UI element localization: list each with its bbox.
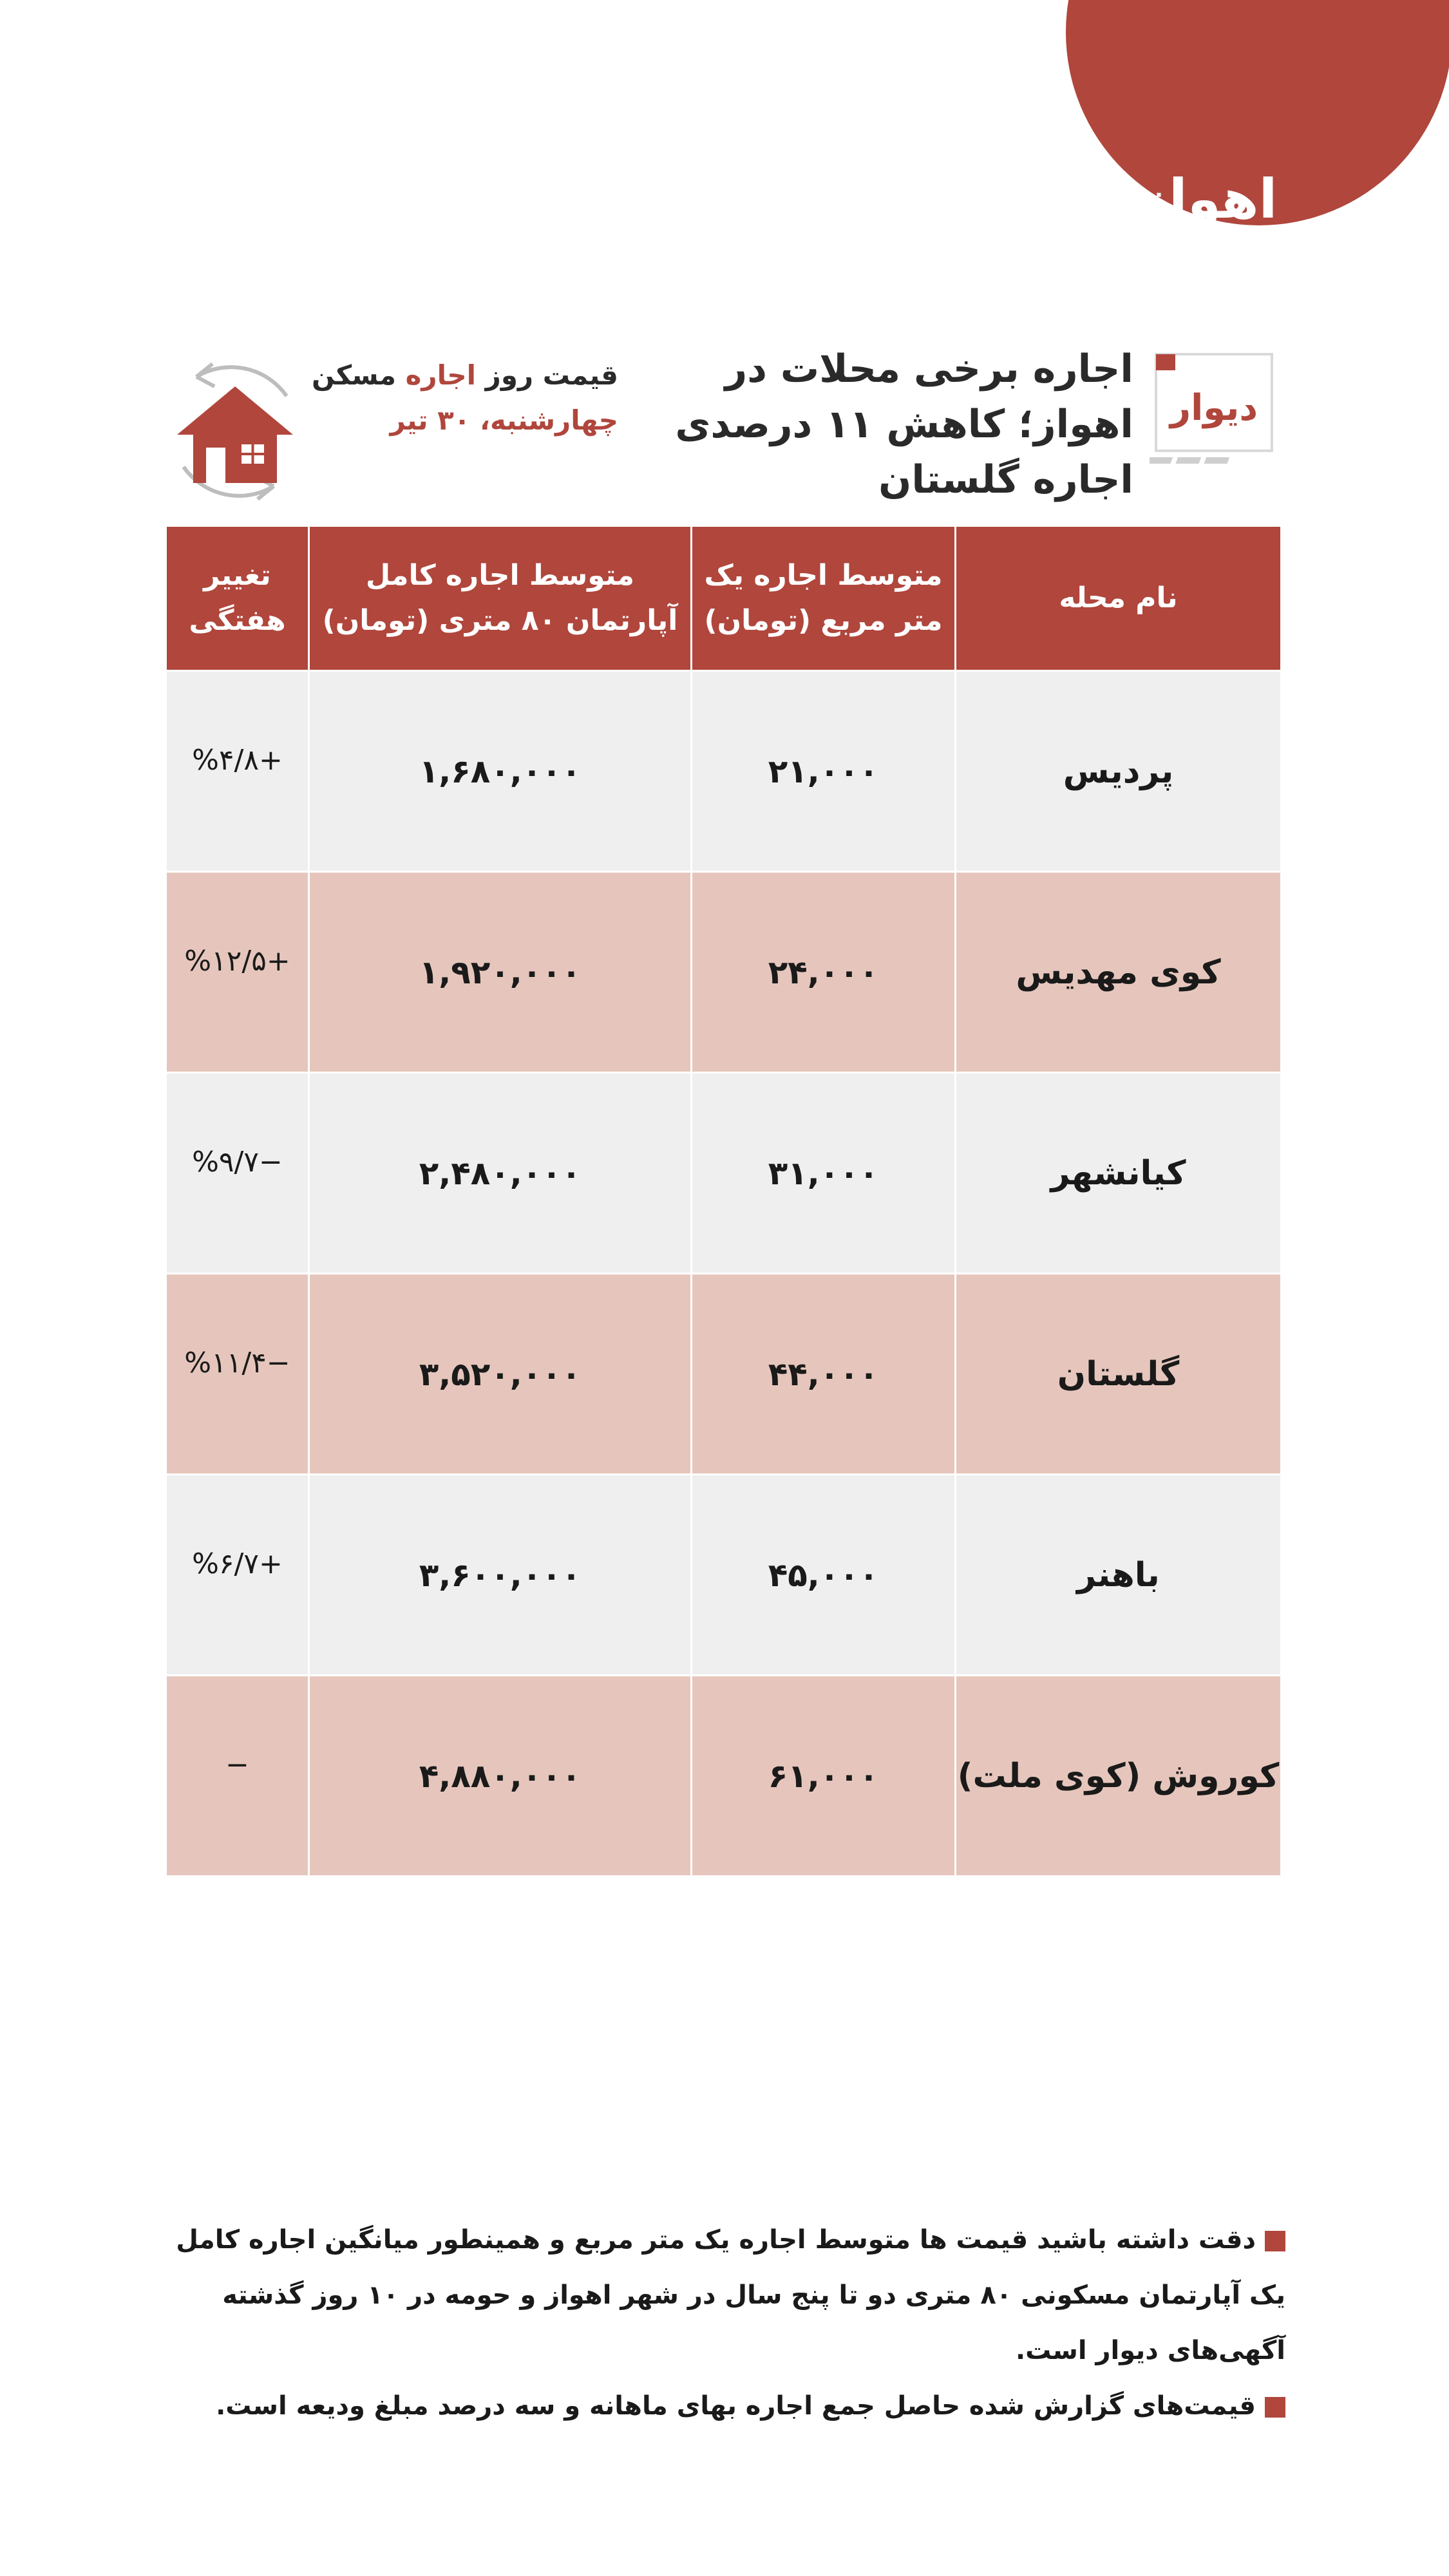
change-cell: −%۱۱/۴ (166, 1274, 309, 1475)
header-weekly-change: تغییر هفتگی (166, 526, 309, 671)
table-row (166, 1676, 1282, 1877)
table-header-row (166, 526, 1282, 671)
change-cell: +%۶/۷ (166, 1475, 309, 1676)
change-cell: − (166, 1676, 309, 1877)
date-label: چهارشنبه، ۳۰ تیر (390, 404, 618, 436)
headline-line: اجاره گلستان (878, 457, 1133, 502)
square-bullet-icon (1265, 2231, 1285, 2251)
header-neighborhood: نام محله (956, 526, 1282, 671)
full-rent-cell: ۱,۶۸۰,۰۰۰ (309, 671, 692, 872)
price-info (303, 353, 618, 443)
header-full-apartment: متوسط اجاره کامل آپارتمان ۸۰ متری (تومان) (309, 526, 692, 671)
neighborhood-cell: کوی مهدیس (956, 872, 1282, 1073)
footnote: دقت داشته باشید قیمت ها متوسط اجاره یک متر مربع و همینطور میانگین اجاره کامل یک آپارتمان مسکونی ۸۰ متری دو تا پنج سال در شهر اهواز و حومه در ۱۰ روز گذشته آگهی‌های دیوار است. (176, 2225, 1285, 2365)
per-meter-cell: ۶۱,۰۰۰ (692, 1676, 956, 1877)
per-meter-cell: ۲۱,۰۰۰ (692, 671, 956, 872)
per-meter-cell: ۴۴,۰۰۰ (692, 1274, 956, 1475)
change-cell: +%۴/۸ (166, 671, 309, 872)
change-cell: −%۹/۷ (166, 1073, 309, 1274)
rent-table (165, 525, 1282, 1877)
footnote: قیمت‌های گزارش شده حاصل جمع اجاره بهای ماهانه و سه درصد مبلغ ودیعه است. (174, 2378, 1288, 2434)
full-rent-cell: ۱,۹۲۰,۰۰۰ (309, 872, 692, 1073)
headline-line: اجاره برخی محلات در (724, 346, 1133, 392)
full-rent-cell: ۲,۴۸۰,۰۰۰ (309, 1073, 692, 1274)
neighborhood-cell: گلستان (956, 1274, 1282, 1475)
full-rent-cell: ۴,۸۸۰,۰۰۰ (309, 1676, 692, 1877)
city-name: اهواز (1137, 167, 1278, 231)
table-row (166, 1475, 1282, 1676)
header-per-meter: متوسط اجاره یک متر مربع (تومان) (692, 526, 956, 671)
table-row (166, 1274, 1282, 1475)
full-rent-cell: ۳,۶۰۰,۰۰۰ (309, 1475, 692, 1676)
divar-logo-icon (1150, 348, 1278, 477)
table-row (166, 1073, 1282, 1274)
table-row (166, 671, 1282, 872)
full-rent-cell: ۳,۵۲۰,۰۰۰ (309, 1274, 692, 1475)
change-cell: +%۱۲/۵ (166, 872, 309, 1073)
square-bullet-icon (1265, 2397, 1285, 2418)
per-meter-cell: ۳۱,۰۰۰ (692, 1073, 956, 1274)
table-row (166, 872, 1282, 1073)
footnotes (174, 2212, 1288, 2434)
neighborhood-cell: پردیس (956, 671, 1282, 872)
logo-text: دیوار (1170, 387, 1258, 429)
per-meter-cell: ۴۵,۰۰۰ (692, 1475, 956, 1676)
headline (670, 341, 1133, 507)
neighborhood-cell: باهنر (956, 1475, 1282, 1676)
headline-line: اهواز؛ کاهش ۱۱ درصدی (675, 402, 1133, 447)
house-refresh-icon (158, 351, 312, 512)
per-meter-cell: ۲۴,۰۰۰ (692, 872, 956, 1073)
neighborhood-cell: کیانشهر (956, 1073, 1282, 1274)
price-label: قیمت روز اجاره مسکن (312, 359, 618, 391)
neighborhood-cell: کوروش (کوی ملت) (956, 1676, 1282, 1877)
